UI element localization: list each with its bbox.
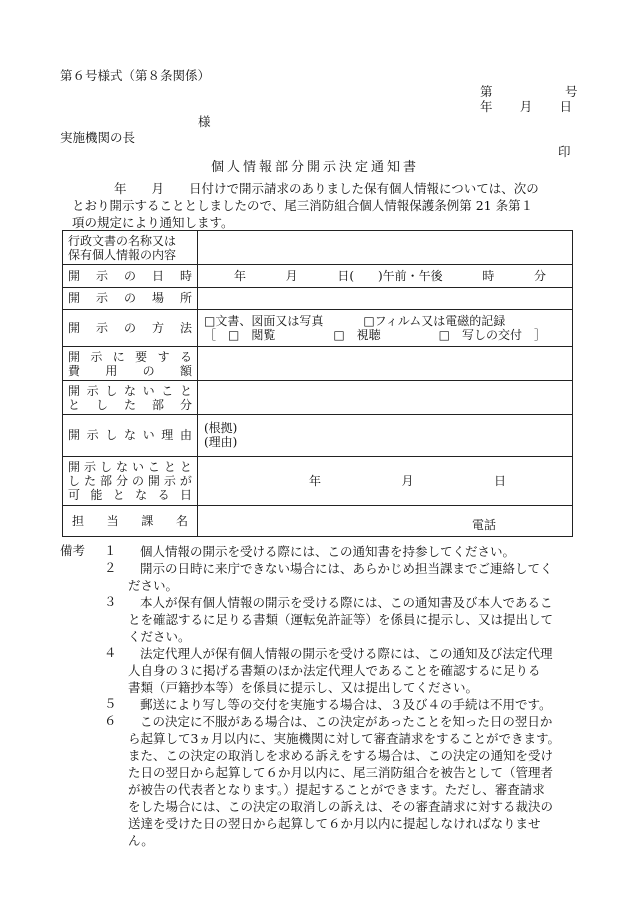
checkbox-film-electronic[interactable]: □フィルム又は電磁的記録 xyxy=(363,313,506,328)
label-char: の xyxy=(142,363,155,378)
row-label-undisclosed-part xyxy=(63,381,198,415)
value-disclosure-place[interactable] xyxy=(198,287,573,310)
remark-line: ら起算して3ヵ月以内に、実施機関に対して審査請求をすることができます。 xyxy=(128,731,560,746)
label-spread xyxy=(68,428,192,442)
checkbox-document[interactable]: □文書、図面又は写真 xyxy=(204,313,324,328)
value-undisclosed-part[interactable] xyxy=(198,381,573,415)
label-char: 示 xyxy=(95,268,108,283)
table-row xyxy=(63,456,573,505)
row-label-cost xyxy=(63,347,198,381)
label-char: な xyxy=(115,459,128,474)
field-day: 日 xyxy=(493,473,506,488)
label-char: な xyxy=(123,383,136,398)
remark-line: をした場合には、この決定の取消しの訴えは、その審査請求に対する裁決の xyxy=(128,799,554,814)
label-char: す xyxy=(157,349,170,364)
remark-item xyxy=(104,696,630,713)
label-char: 開 xyxy=(68,459,81,474)
field-day-ampm: 日( )午前・午後 xyxy=(337,268,443,283)
remark-line: また、この決定の取消しを求める訴えをする場合は、この決定の通知を受け xyxy=(128,748,554,763)
checkbox-view[interactable]: ［ □ 閲覧 xyxy=(204,328,276,343)
label-char: の xyxy=(131,473,144,488)
label-char: 示 xyxy=(95,321,108,336)
label-char: 方 xyxy=(151,321,164,336)
month-label: 月 xyxy=(519,99,533,114)
label-char: こ xyxy=(161,383,174,398)
table-row xyxy=(63,381,573,415)
label-char: 用 xyxy=(105,363,118,378)
remark-line: 郵送により写し等の交付を実施する場合は、３及び４の手続は不用です。 xyxy=(140,697,552,712)
label-char: 示 xyxy=(90,349,103,364)
remark-line: 人自身の３に掲げる書類のほか法定代理人であることを確認するに足りる xyxy=(128,663,541,678)
label-spread xyxy=(68,514,192,528)
value-disclosable-date[interactable] xyxy=(198,456,573,505)
value-disclosure-datetime[interactable] xyxy=(198,265,573,288)
label-char: い xyxy=(142,383,155,398)
label-char: 部 xyxy=(99,473,112,488)
table-row xyxy=(63,231,573,265)
remark-line: が被告の代表者となります。）提起することができます。ただし、審査請求 xyxy=(128,782,545,797)
label-spread xyxy=(68,364,192,378)
label-char: と xyxy=(68,397,81,412)
phone-label: 電話 xyxy=(471,517,496,532)
label-spread xyxy=(68,269,192,283)
label-char: 示 xyxy=(86,428,99,443)
field-month: 月 xyxy=(285,268,298,283)
label-char: し xyxy=(105,383,118,398)
label-char: 日 xyxy=(179,487,192,502)
doc-number-suffix: 号 xyxy=(565,84,578,99)
label-char: に xyxy=(112,349,125,364)
table-row xyxy=(63,506,573,537)
row-label-department xyxy=(63,506,198,537)
label-char: 開 xyxy=(147,473,160,488)
row-label-undisclosed-reason xyxy=(63,415,198,456)
label-char: 分 xyxy=(115,473,128,488)
label-char: 由 xyxy=(179,428,192,443)
label-char: の xyxy=(123,268,136,283)
label-char: た xyxy=(123,397,136,412)
label-char: し xyxy=(105,428,118,443)
label-char: 課 xyxy=(141,514,154,529)
label-char: 開 xyxy=(68,321,81,336)
row-label-disclosure-method xyxy=(63,310,198,347)
field-hour: 時 xyxy=(482,268,495,283)
label-spread xyxy=(68,474,192,488)
label-char: 費 xyxy=(68,363,81,378)
label-char: な xyxy=(123,428,136,443)
table-row xyxy=(63,265,573,288)
label-spread xyxy=(68,350,192,364)
day-label: 日 xyxy=(559,99,572,114)
label-char: 開 xyxy=(68,268,81,283)
remark-line: 個人情報の開示を受ける際には、この通知書を持参してください。 xyxy=(140,544,516,559)
method-sub-options xyxy=(204,328,566,342)
row-label-document-name xyxy=(63,231,198,265)
label-char: し xyxy=(95,397,108,412)
label-char: 開 xyxy=(68,349,81,364)
table-row xyxy=(63,287,573,310)
table-row xyxy=(63,310,573,347)
value-department[interactable] xyxy=(198,506,573,537)
datetime-fields xyxy=(204,269,566,283)
remark-line: この決定に不服がある場合は、この決定があったことを知った日の翌日か xyxy=(140,714,553,729)
label-char: 可 xyxy=(68,487,81,502)
label-char: 要 xyxy=(135,349,148,364)
field-year: 年 xyxy=(309,473,322,488)
label-char: 名 xyxy=(175,514,188,529)
intro-line-2: とおり開示することとしましたので、尾三消防組合個人情報保護条例第 21 条第１ xyxy=(72,198,534,213)
label-char: 担 xyxy=(72,514,85,529)
label-char: い xyxy=(142,428,155,443)
value-undisclosed-reason[interactable] xyxy=(198,415,573,456)
document-title: 個人情報部分開示決定通知書 xyxy=(210,160,419,175)
label-char: 所 xyxy=(179,291,192,306)
remark-number: ４ xyxy=(104,645,117,660)
label-char: が xyxy=(179,473,192,488)
issuer-title: 実施機関の長 xyxy=(60,130,136,145)
remark-line: 法定代理人が保有個人情報の開示を受ける際には、この通知及び法定代理 xyxy=(140,646,553,661)
label-char: と xyxy=(163,459,176,474)
checkbox-copy[interactable]: □ 写しの交付 ］ xyxy=(438,328,546,343)
label-char: の xyxy=(123,291,136,306)
seal-mark: 印 xyxy=(558,144,571,159)
label-char: た xyxy=(83,473,96,488)
label-char: る xyxy=(157,487,170,502)
remark-line: ん。 xyxy=(128,833,154,848)
label-line: 保有個人情報の内容 xyxy=(68,247,177,262)
field-minute: 分 xyxy=(533,268,546,283)
addressee-honorific: 様 xyxy=(198,114,211,129)
label-char: 当 xyxy=(106,514,119,529)
value-disclosure-method xyxy=(198,310,573,347)
intro-line-3: 項の規定により通知します。 xyxy=(72,215,234,230)
year-label: 年 xyxy=(480,99,493,114)
label-char: し xyxy=(68,473,81,488)
label-char: 示 xyxy=(163,473,176,488)
table-row xyxy=(63,415,573,456)
label-spread xyxy=(68,460,192,474)
remark-item xyxy=(104,713,630,849)
intro-line-1: 年 月 日付けで開示請求のありました保有個人情報については、次の xyxy=(114,181,539,196)
remark-number: １ xyxy=(104,543,117,558)
label-spread xyxy=(68,321,192,335)
label-char: い xyxy=(131,459,144,474)
row-label-disclosure-place xyxy=(63,287,198,310)
label-char: る xyxy=(179,349,192,364)
label-char: 能 xyxy=(90,487,103,502)
label-char: と xyxy=(112,487,125,502)
label-char: 部 xyxy=(151,397,164,412)
method-options xyxy=(204,314,566,328)
intro-paragraph xyxy=(72,180,602,231)
form-number: 第６号様式（第８条関係） xyxy=(60,68,211,83)
label-spread xyxy=(68,398,192,412)
doc-number-prefix: 第 xyxy=(480,84,493,99)
label-char: 示 xyxy=(83,459,96,474)
remark-line: ださい。 xyxy=(128,578,179,593)
table-row xyxy=(63,347,573,381)
disclosure-table xyxy=(62,230,573,537)
remark-number: ５ xyxy=(104,696,117,711)
field-year: 年 xyxy=(234,268,247,283)
label-char: の xyxy=(123,321,136,336)
remark-line: 書類（戸籍抄本等）を係員に提示し、又は提出してください。 xyxy=(128,680,479,695)
remark-line: とを確認するに足りる書類（運転免許証等）を係員に提示し、又は提出して xyxy=(128,612,554,627)
label-spread xyxy=(68,488,192,502)
basis-label: (根拠) xyxy=(204,421,238,436)
row-label-disclosure-datetime xyxy=(63,265,198,288)
label-spread xyxy=(68,384,192,398)
value-cost[interactable] xyxy=(198,347,573,381)
label-char: と xyxy=(179,383,192,398)
label-char: 開 xyxy=(68,428,81,443)
issue-date xyxy=(480,99,572,114)
label-char: 示 xyxy=(86,383,99,398)
remark-line: ください。 xyxy=(128,629,191,644)
label-char: こ xyxy=(147,459,160,474)
label-char: 開 xyxy=(68,291,81,306)
label-char: 示 xyxy=(95,291,108,306)
label-char: と xyxy=(179,459,192,474)
label-char: 場 xyxy=(151,291,164,306)
label-char: 法 xyxy=(179,321,192,336)
remark-line: た日の翌日から起算して６か月以内に、尾三消防組合を被告として（管理者 xyxy=(128,765,554,780)
remark-line: 送達を受けた日の翌日から起算して６か月以内に提起しなければなりませ xyxy=(128,816,541,831)
remark-item xyxy=(104,645,630,696)
label-char: 額 xyxy=(179,363,192,378)
remark-item xyxy=(104,560,630,594)
remark-line: 本人が保有個人情報の開示を受ける際には、この通知書及び本人であるこ xyxy=(140,595,553,610)
remark-number: ３ xyxy=(104,594,117,609)
field-month: 月 xyxy=(401,473,414,488)
reason-label: (理由) xyxy=(204,435,238,450)
remark-item xyxy=(104,543,630,560)
label-char: 開 xyxy=(68,383,81,398)
label-char: な xyxy=(135,487,148,502)
remark-number: ２ xyxy=(104,560,117,575)
date-fields xyxy=(204,474,566,488)
remark-number: ６ xyxy=(104,713,117,728)
value-document-name[interactable] xyxy=(198,231,573,265)
label-char: 理 xyxy=(161,428,174,443)
label-char: 日 xyxy=(151,268,164,283)
label-char: 分 xyxy=(179,397,192,412)
remark-line: 開示の日時に来庁できない場合には、あらかじめ担当課までご連絡してく xyxy=(140,561,553,576)
remark-item xyxy=(104,594,630,645)
label-spread xyxy=(68,291,192,305)
label-char: し xyxy=(99,459,112,474)
label-char: 時 xyxy=(179,268,192,283)
row-label-disclosable-date xyxy=(63,456,198,505)
checkbox-listen[interactable]: □ 視聴 xyxy=(333,328,381,343)
remarks-heading: 備考 xyxy=(60,543,86,558)
label-line: 行政文書の名称又は xyxy=(68,233,177,248)
